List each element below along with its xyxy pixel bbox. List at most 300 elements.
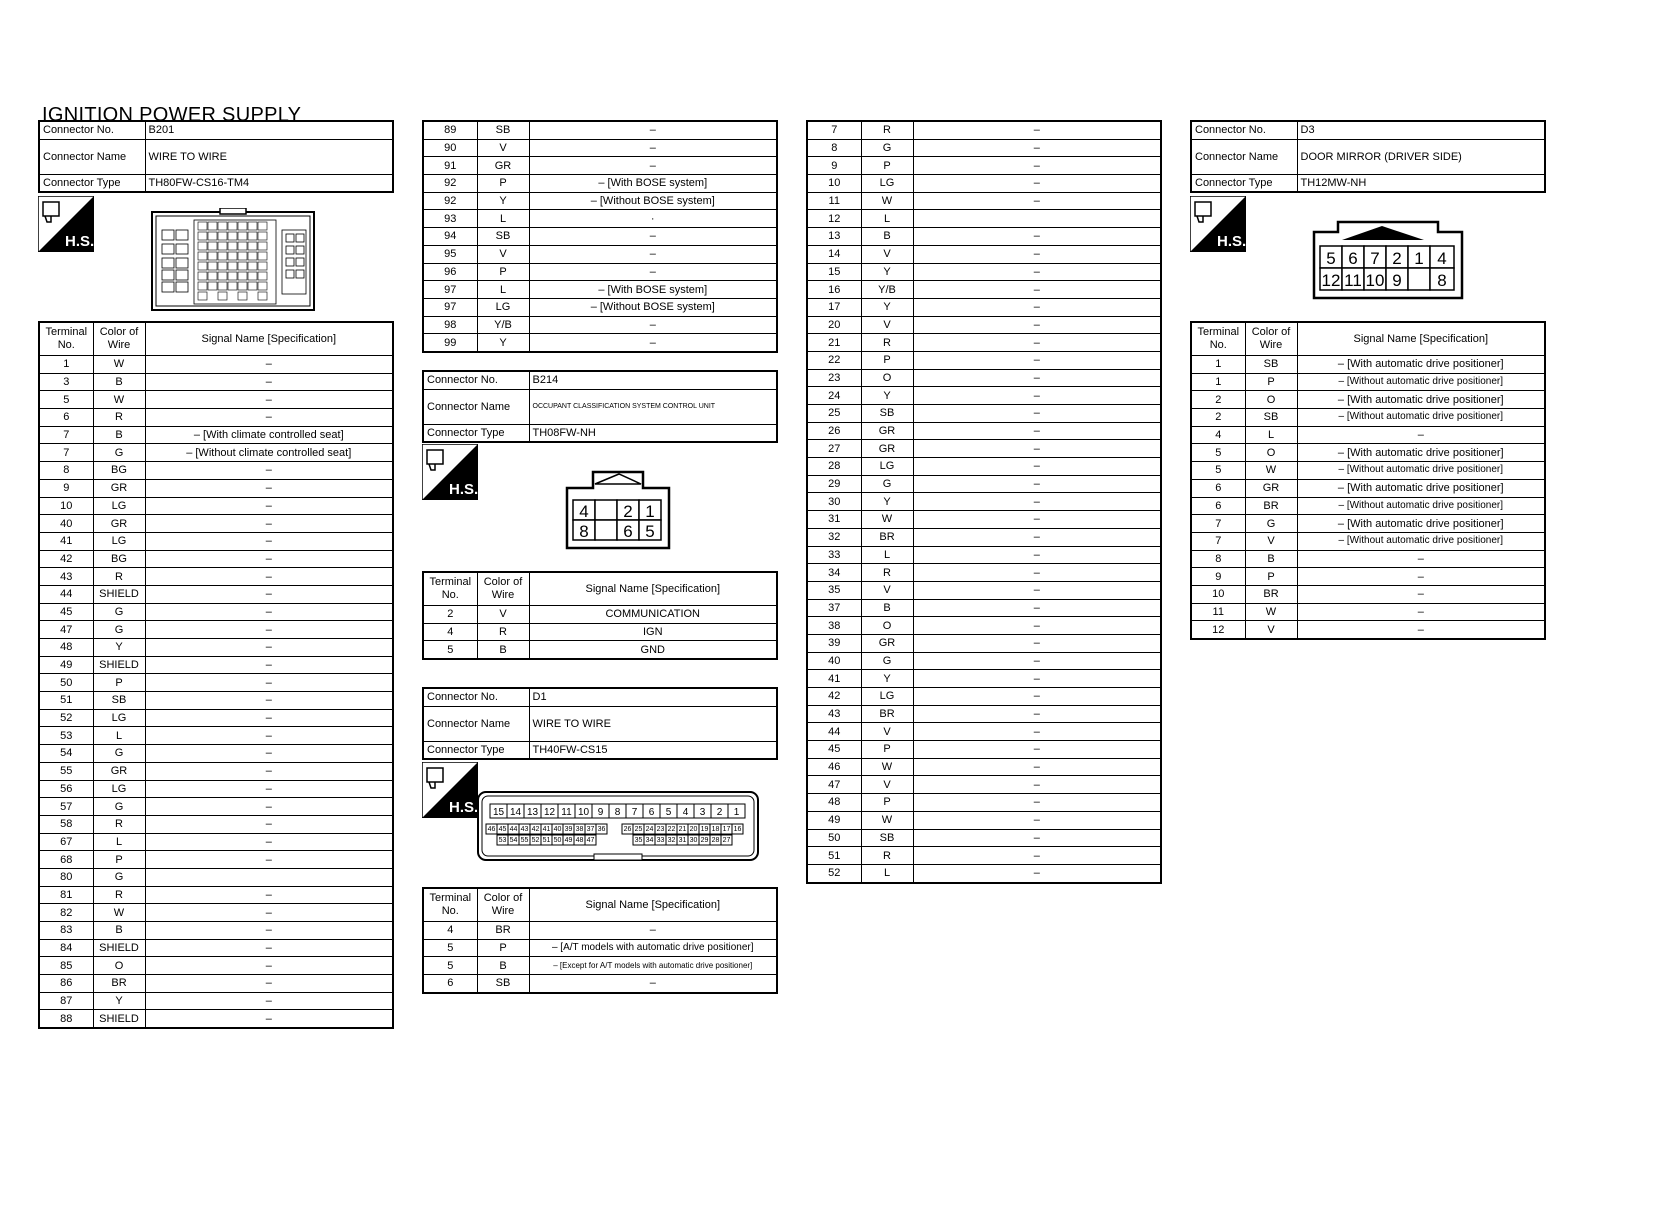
signal-name-cell: – [913, 245, 1161, 263]
svg-text:H.S.: H.S. [449, 799, 478, 816]
terminal-no-cell: 98 [423, 316, 477, 334]
table-row [807, 245, 1161, 263]
pin-label: 48 [575, 837, 584, 844]
wire-color-cell: Y [861, 263, 913, 281]
signal-name-cell: – [145, 904, 393, 922]
table-row [423, 157, 777, 175]
terminal-no-cell: 3 [39, 373, 93, 391]
pin-label: 13 [526, 807, 539, 818]
terminal-no-header: Terminal No. [1191, 322, 1245, 356]
wire-color-cell: P [1245, 568, 1297, 586]
terminal-no-cell: 34 [807, 564, 861, 582]
table-row [807, 599, 1161, 617]
signal-name-cell: – [913, 121, 1161, 139]
terminal-no-cell: 7 [1191, 532, 1245, 550]
terminal-no-cell: 99 [423, 334, 477, 352]
signal-name-cell: – [529, 922, 777, 940]
connector-name-label: Connector Name [1191, 139, 1297, 174]
terminal-no-cell: 37 [807, 599, 861, 617]
terminal-no-cell: 48 [807, 794, 861, 812]
signal-name-cell: – [145, 462, 393, 480]
pin-label: 26 [623, 826, 632, 833]
table-row [423, 210, 777, 228]
connector-d1-section [422, 687, 778, 760]
wire-color-cell: LG [861, 175, 913, 193]
wire-color-cell: R [861, 334, 913, 352]
terminal-no-cell: 8 [39, 462, 93, 480]
wire-color-cell: GR [93, 762, 145, 780]
signal-name-cell: – [913, 670, 1161, 688]
wire-color-cell: SB [477, 121, 529, 139]
table-row [39, 886, 393, 904]
signal-name-cell: – [145, 391, 393, 409]
terminal-no-cell: 52 [807, 864, 861, 882]
wire-color-cell: LG [861, 458, 913, 476]
wire-color-cell: P [477, 263, 529, 281]
pin-label: 6 [1348, 249, 1358, 268]
table-row [807, 440, 1161, 458]
table-row [1191, 426, 1545, 444]
table-row [807, 546, 1161, 564]
pin-label: 12 [543, 807, 556, 818]
table-row [807, 670, 1161, 688]
signal-name-cell: – [913, 475, 1161, 493]
terminal-no-cell: 97 [423, 298, 477, 316]
connector-d3-pin-table [1190, 321, 1546, 640]
table-row [1191, 532, 1545, 550]
table-row [807, 829, 1161, 847]
table-row [423, 975, 777, 993]
signal-name-header: Signal Name [Specification] [145, 322, 393, 356]
signal-name-cell: – [Without automatic drive positioner] [1297, 497, 1545, 515]
pin-label: 5 [665, 807, 672, 818]
wire-color-cell: V [1245, 532, 1297, 550]
connector-b201-section [38, 120, 394, 193]
table-row [807, 723, 1161, 741]
pin-label: 1 [733, 807, 740, 818]
signal-name-cell: – [913, 705, 1161, 723]
table-row [1191, 585, 1545, 603]
pin-label: 37 [586, 826, 595, 833]
signal-name-cell: – [913, 511, 1161, 529]
terminal-no-cell: 9 [1191, 568, 1245, 586]
connector-name-label: Connector Name [423, 389, 529, 424]
table-row [423, 121, 777, 139]
table-row [807, 652, 1161, 670]
wire-color-cell: P [861, 741, 913, 759]
signal-name-cell: – [With automatic drive positioner] [1297, 391, 1545, 409]
pin-label: 34 [645, 837, 654, 844]
terminal-no-cell: 47 [807, 776, 861, 794]
wire-color-cell: B [477, 957, 529, 975]
pin-label: 4 [682, 807, 689, 818]
signal-name-cell: COMMUNICATION [529, 606, 777, 624]
terminal-no-cell: 6 [1191, 479, 1245, 497]
wire-color-cell: V [477, 606, 529, 624]
signal-name-cell: – [145, 727, 393, 745]
table-row [39, 904, 393, 922]
wire-color-cell: O [93, 957, 145, 975]
signal-name-cell: – [With climate controlled seat] [145, 426, 393, 444]
wire-color-cell: O [861, 617, 913, 635]
pin-label: 10 [1365, 271, 1385, 290]
signal-name-cell: – [A/T models with automatic drive positioner] [529, 939, 777, 957]
signal-name-cell: – [With BOSE system] [529, 175, 777, 193]
signal-name-cell: – [145, 532, 393, 550]
table-row [807, 811, 1161, 829]
pin-label: 7 [1370, 249, 1380, 268]
table-row [807, 847, 1161, 865]
table-row [39, 709, 393, 727]
wire-color-cell: LG [861, 688, 913, 706]
terminal-no-cell: 42 [807, 688, 861, 706]
terminal-no-cell: 55 [39, 762, 93, 780]
wire-color-cell: O [861, 369, 913, 387]
signal-name-cell: – [529, 139, 777, 157]
pin-label: 20 [689, 826, 698, 833]
wire-color-cell: P [477, 939, 529, 957]
pin-label: 18 [711, 826, 720, 833]
terminal-no-header: Terminal No. [39, 322, 93, 356]
signal-name-cell: – [913, 351, 1161, 369]
terminal-no-cell: 2 [1191, 409, 1245, 427]
table-row [423, 316, 777, 334]
signal-name-cell: – [145, 585, 393, 603]
pin-label: 44 [509, 826, 518, 833]
signal-name-cell: · [529, 210, 777, 228]
signal-name-cell: – [913, 599, 1161, 617]
connector-type-value: TH40FW-CS15 [529, 741, 777, 759]
signal-name-cell: – [145, 356, 393, 374]
table-row [807, 228, 1161, 246]
table-row [39, 462, 393, 480]
terminal-no-cell: 87 [39, 992, 93, 1010]
pin-label: 2 [623, 502, 633, 521]
wire-color-cell: O [1245, 391, 1297, 409]
terminal-no-cell: 48 [39, 639, 93, 657]
wire-color-cell: SB [477, 975, 529, 993]
table-row [807, 351, 1161, 369]
table-row [1191, 603, 1545, 621]
pin-label: 42 [531, 826, 540, 833]
signal-name-cell: – [1297, 603, 1545, 621]
pin-label: 49 [564, 837, 573, 844]
table-row [807, 528, 1161, 546]
signal-name-cell: – [529, 245, 777, 263]
signal-name-cell: – [913, 688, 1161, 706]
wire-color-cell: G [861, 139, 913, 157]
wire-color-cell: SHIELD [93, 939, 145, 957]
connector-name-label: Connector Name [39, 139, 145, 174]
color-of-wire-header: Color of Wire [477, 572, 529, 606]
wire-color-cell: BR [93, 975, 145, 993]
signal-name-cell: – [913, 741, 1161, 759]
wire-color-cell: GR [861, 422, 913, 440]
pin-label: 7 [631, 807, 638, 818]
terminal-no-cell: 16 [807, 281, 861, 299]
table-row [39, 798, 393, 816]
signal-name-cell: – [1297, 621, 1545, 639]
pin-label: 22 [667, 826, 676, 833]
wire-color-cell: W [861, 758, 913, 776]
signal-name-cell: – [529, 975, 777, 993]
wire-color-cell: R [93, 815, 145, 833]
pin-label: 1 [1414, 249, 1424, 268]
table-row [423, 228, 777, 246]
connector-d1-info [422, 687, 778, 760]
page-title: IGNITION POWER SUPPLY [42, 104, 302, 126]
terminal-no-cell: 41 [39, 532, 93, 550]
terminal-no-cell: 81 [39, 886, 93, 904]
terminal-no-cell: 11 [1191, 603, 1245, 621]
wire-color-cell: L [477, 281, 529, 299]
table-row [807, 794, 1161, 812]
terminal-no-header: Terminal No. [423, 888, 477, 922]
terminal-no-cell: 51 [807, 847, 861, 865]
signal-name-cell: – [529, 228, 777, 246]
terminal-no-cell: 5 [423, 957, 477, 975]
terminal-no-cell: 39 [807, 634, 861, 652]
table-row [807, 316, 1161, 334]
signal-name-cell: – [913, 794, 1161, 812]
signal-name-cell: – [145, 709, 393, 727]
terminal-no-cell: 24 [807, 387, 861, 405]
terminal-no-cell: 54 [39, 745, 93, 763]
pin-label: 8 [1437, 271, 1447, 290]
wire-color-cell: W [1245, 462, 1297, 480]
signal-name-cell: – [1297, 568, 1545, 586]
connector-no-label: Connector No. [423, 371, 529, 389]
pin-label: 1 [645, 502, 655, 521]
wire-color-cell: LG [93, 532, 145, 550]
wire-color-cell: R [477, 623, 529, 641]
terminal-no-cell: 27 [807, 440, 861, 458]
table-row [423, 957, 777, 975]
terminal-no-cell: 11 [807, 192, 861, 210]
signal-name-cell: – [Without BOSE system] [529, 298, 777, 316]
signal-name-cell: – [913, 298, 1161, 316]
connector-name-value: DOOR MIRROR (DRIVER SIDE) [1297, 139, 1545, 174]
terminal-no-cell: 41 [807, 670, 861, 688]
terminal-no-cell: 7 [39, 426, 93, 444]
terminal-no-cell: 10 [807, 175, 861, 193]
wire-color-cell: GR [861, 634, 913, 652]
table-row [1191, 568, 1545, 586]
pin-label: 24 [645, 826, 654, 833]
terminal-no-cell: 80 [39, 868, 93, 886]
table-row [39, 745, 393, 763]
terminal-no-cell: 10 [39, 497, 93, 515]
color-of-wire-header: Color of Wire [93, 322, 145, 356]
table-row [39, 833, 393, 851]
signal-name-cell: – [913, 546, 1161, 564]
terminal-no-cell: 88 [39, 1010, 93, 1028]
table-row [39, 727, 393, 745]
signal-name-cell: – [145, 815, 393, 833]
terminal-no-cell: 5 [39, 391, 93, 409]
wire-color-cell: G [93, 745, 145, 763]
pin-label: 41 [542, 826, 551, 833]
table-row [39, 815, 393, 833]
table-row [807, 511, 1161, 529]
wire-color-cell: V [861, 316, 913, 334]
wire-color-cell: Y [861, 670, 913, 688]
table-row [39, 603, 393, 621]
signal-name-cell: – [913, 369, 1161, 387]
terminal-no-cell: 12 [807, 210, 861, 228]
wire-color-cell: R [861, 564, 913, 582]
wire-color-cell: R [93, 568, 145, 586]
connector-no-value: D3 [1297, 121, 1545, 139]
signal-name-cell: – [913, 652, 1161, 670]
terminal-no-cell: 10 [1191, 585, 1245, 603]
terminal-no-cell: 4 [423, 623, 477, 641]
signal-name-cell: – [145, 939, 393, 957]
signal-name-cell: – [With BOSE system] [529, 281, 777, 299]
pin-label: 50 [553, 837, 562, 844]
terminal-no-cell: 4 [423, 922, 477, 940]
wire-color-cell: B [93, 426, 145, 444]
signal-name-cell: – [529, 316, 777, 334]
table-row [807, 139, 1161, 157]
terminal-no-cell: 1 [1191, 356, 1245, 374]
table-row [807, 564, 1161, 582]
wire-color-cell: BR [861, 528, 913, 546]
wire-color-cell: G [93, 603, 145, 621]
wire-color-cell: W [861, 511, 913, 529]
signal-name-cell: – [145, 833, 393, 851]
terminal-no-cell: 7 [807, 121, 861, 139]
pin-label: 54 [509, 837, 518, 844]
wire-color-cell: V [861, 776, 913, 794]
connector-no-value: D1 [529, 688, 777, 706]
terminal-no-cell: 35 [807, 581, 861, 599]
signal-name-cell: – [913, 263, 1161, 281]
signal-name-cell: – [145, 497, 393, 515]
terminal-no-cell: 5 [423, 641, 477, 659]
signal-name-cell: GND [529, 641, 777, 659]
signal-name-cell: – [913, 405, 1161, 423]
pin-label: 53 [498, 837, 507, 844]
connector-type-label: Connector Type [39, 174, 145, 192]
signal-name-cell: – [913, 564, 1161, 582]
table-row [423, 281, 777, 299]
terminal-no-cell: 49 [39, 656, 93, 674]
signal-name-cell: – [145, 692, 393, 710]
pin-label: 4 [579, 502, 589, 521]
pin-label: 27 [722, 837, 731, 844]
pin-label: 6 [648, 807, 655, 818]
table-row [423, 334, 777, 352]
table-row [39, 1010, 393, 1028]
wire-color-cell: W [93, 356, 145, 374]
table-row [423, 298, 777, 316]
wire-color-cell: Y [477, 334, 529, 352]
terminal-no-cell: 92 [423, 192, 477, 210]
table-row [1191, 409, 1545, 427]
terminal-no-cell: 93 [423, 210, 477, 228]
connector-type-label: Connector Type [423, 424, 529, 442]
wire-color-cell: SHIELD [93, 1010, 145, 1028]
wire-color-cell: V [477, 139, 529, 157]
signal-name-cell: – [913, 811, 1161, 829]
pin-label: 6 [623, 522, 633, 541]
signal-name-cell: – [Without automatic drive positioner] [1297, 532, 1545, 550]
terminal-no-cell: 84 [39, 939, 93, 957]
table-row [807, 263, 1161, 281]
table-row [1191, 373, 1545, 391]
signal-name-header: Signal Name [Specification] [529, 572, 777, 606]
terminal-no-cell: 44 [807, 723, 861, 741]
signal-name-cell: – [145, 886, 393, 904]
terminal-no-cell: 29 [807, 475, 861, 493]
table-row [423, 263, 777, 281]
signal-name-cell: – [913, 316, 1161, 334]
signal-name-cell: – [913, 528, 1161, 546]
hs-icon [1190, 196, 1246, 252]
signal-name-cell: – [913, 334, 1161, 352]
signal-name-header: Signal Name [Specification] [1297, 322, 1545, 356]
signal-name-cell: – [913, 422, 1161, 440]
terminal-no-cell: 1 [1191, 373, 1245, 391]
signal-name-cell: – [Without automatic drive positioner] [1297, 409, 1545, 427]
connector-d3-info [1190, 120, 1546, 193]
table-row [1191, 621, 1545, 639]
terminal-no-cell: 38 [807, 617, 861, 635]
wire-color-cell: V [477, 245, 529, 263]
wire-color-cell: GR [93, 515, 145, 533]
pin-label: 35 [634, 837, 643, 844]
signal-name-cell: – [145, 1010, 393, 1028]
table-row [807, 758, 1161, 776]
terminal-no-cell: 26 [807, 422, 861, 440]
terminal-no-cell: 86 [39, 975, 93, 993]
table-row [39, 409, 393, 427]
terminal-no-cell: 21 [807, 334, 861, 352]
terminal-no-cell: 40 [39, 515, 93, 533]
signal-name-cell: – [913, 157, 1161, 175]
wire-color-cell: SHIELD [93, 585, 145, 603]
signal-name-cell: – [913, 139, 1161, 157]
terminal-no-cell: 9 [807, 157, 861, 175]
table-row [39, 639, 393, 657]
pin-label: 46 [487, 826, 496, 833]
table-row [807, 387, 1161, 405]
table-row [1191, 550, 1545, 568]
pin-label: 40 [553, 826, 562, 833]
wire-color-cell: P [93, 851, 145, 869]
terminal-no-cell: 15 [807, 263, 861, 281]
terminal-no-cell: 44 [39, 585, 93, 603]
signal-name-cell: – [145, 922, 393, 940]
table-row [807, 581, 1161, 599]
table-row [39, 957, 393, 975]
terminal-no-cell: 25 [807, 405, 861, 423]
table-row [39, 426, 393, 444]
wire-color-cell: LG [477, 298, 529, 316]
signal-name-cell: – [145, 780, 393, 798]
connector-no-label: Connector No. [39, 121, 145, 139]
pin-label: 30 [689, 837, 698, 844]
table-row [1191, 479, 1545, 497]
pin-label: 21 [678, 826, 687, 833]
connector-d3-diagram [1312, 220, 1464, 300]
terminal-no-cell: 28 [807, 458, 861, 476]
wire-color-cell: L [861, 210, 913, 228]
svg-text:H.S.: H.S. [449, 481, 478, 498]
table-row [39, 992, 393, 1010]
terminal-no-cell: 33 [807, 546, 861, 564]
